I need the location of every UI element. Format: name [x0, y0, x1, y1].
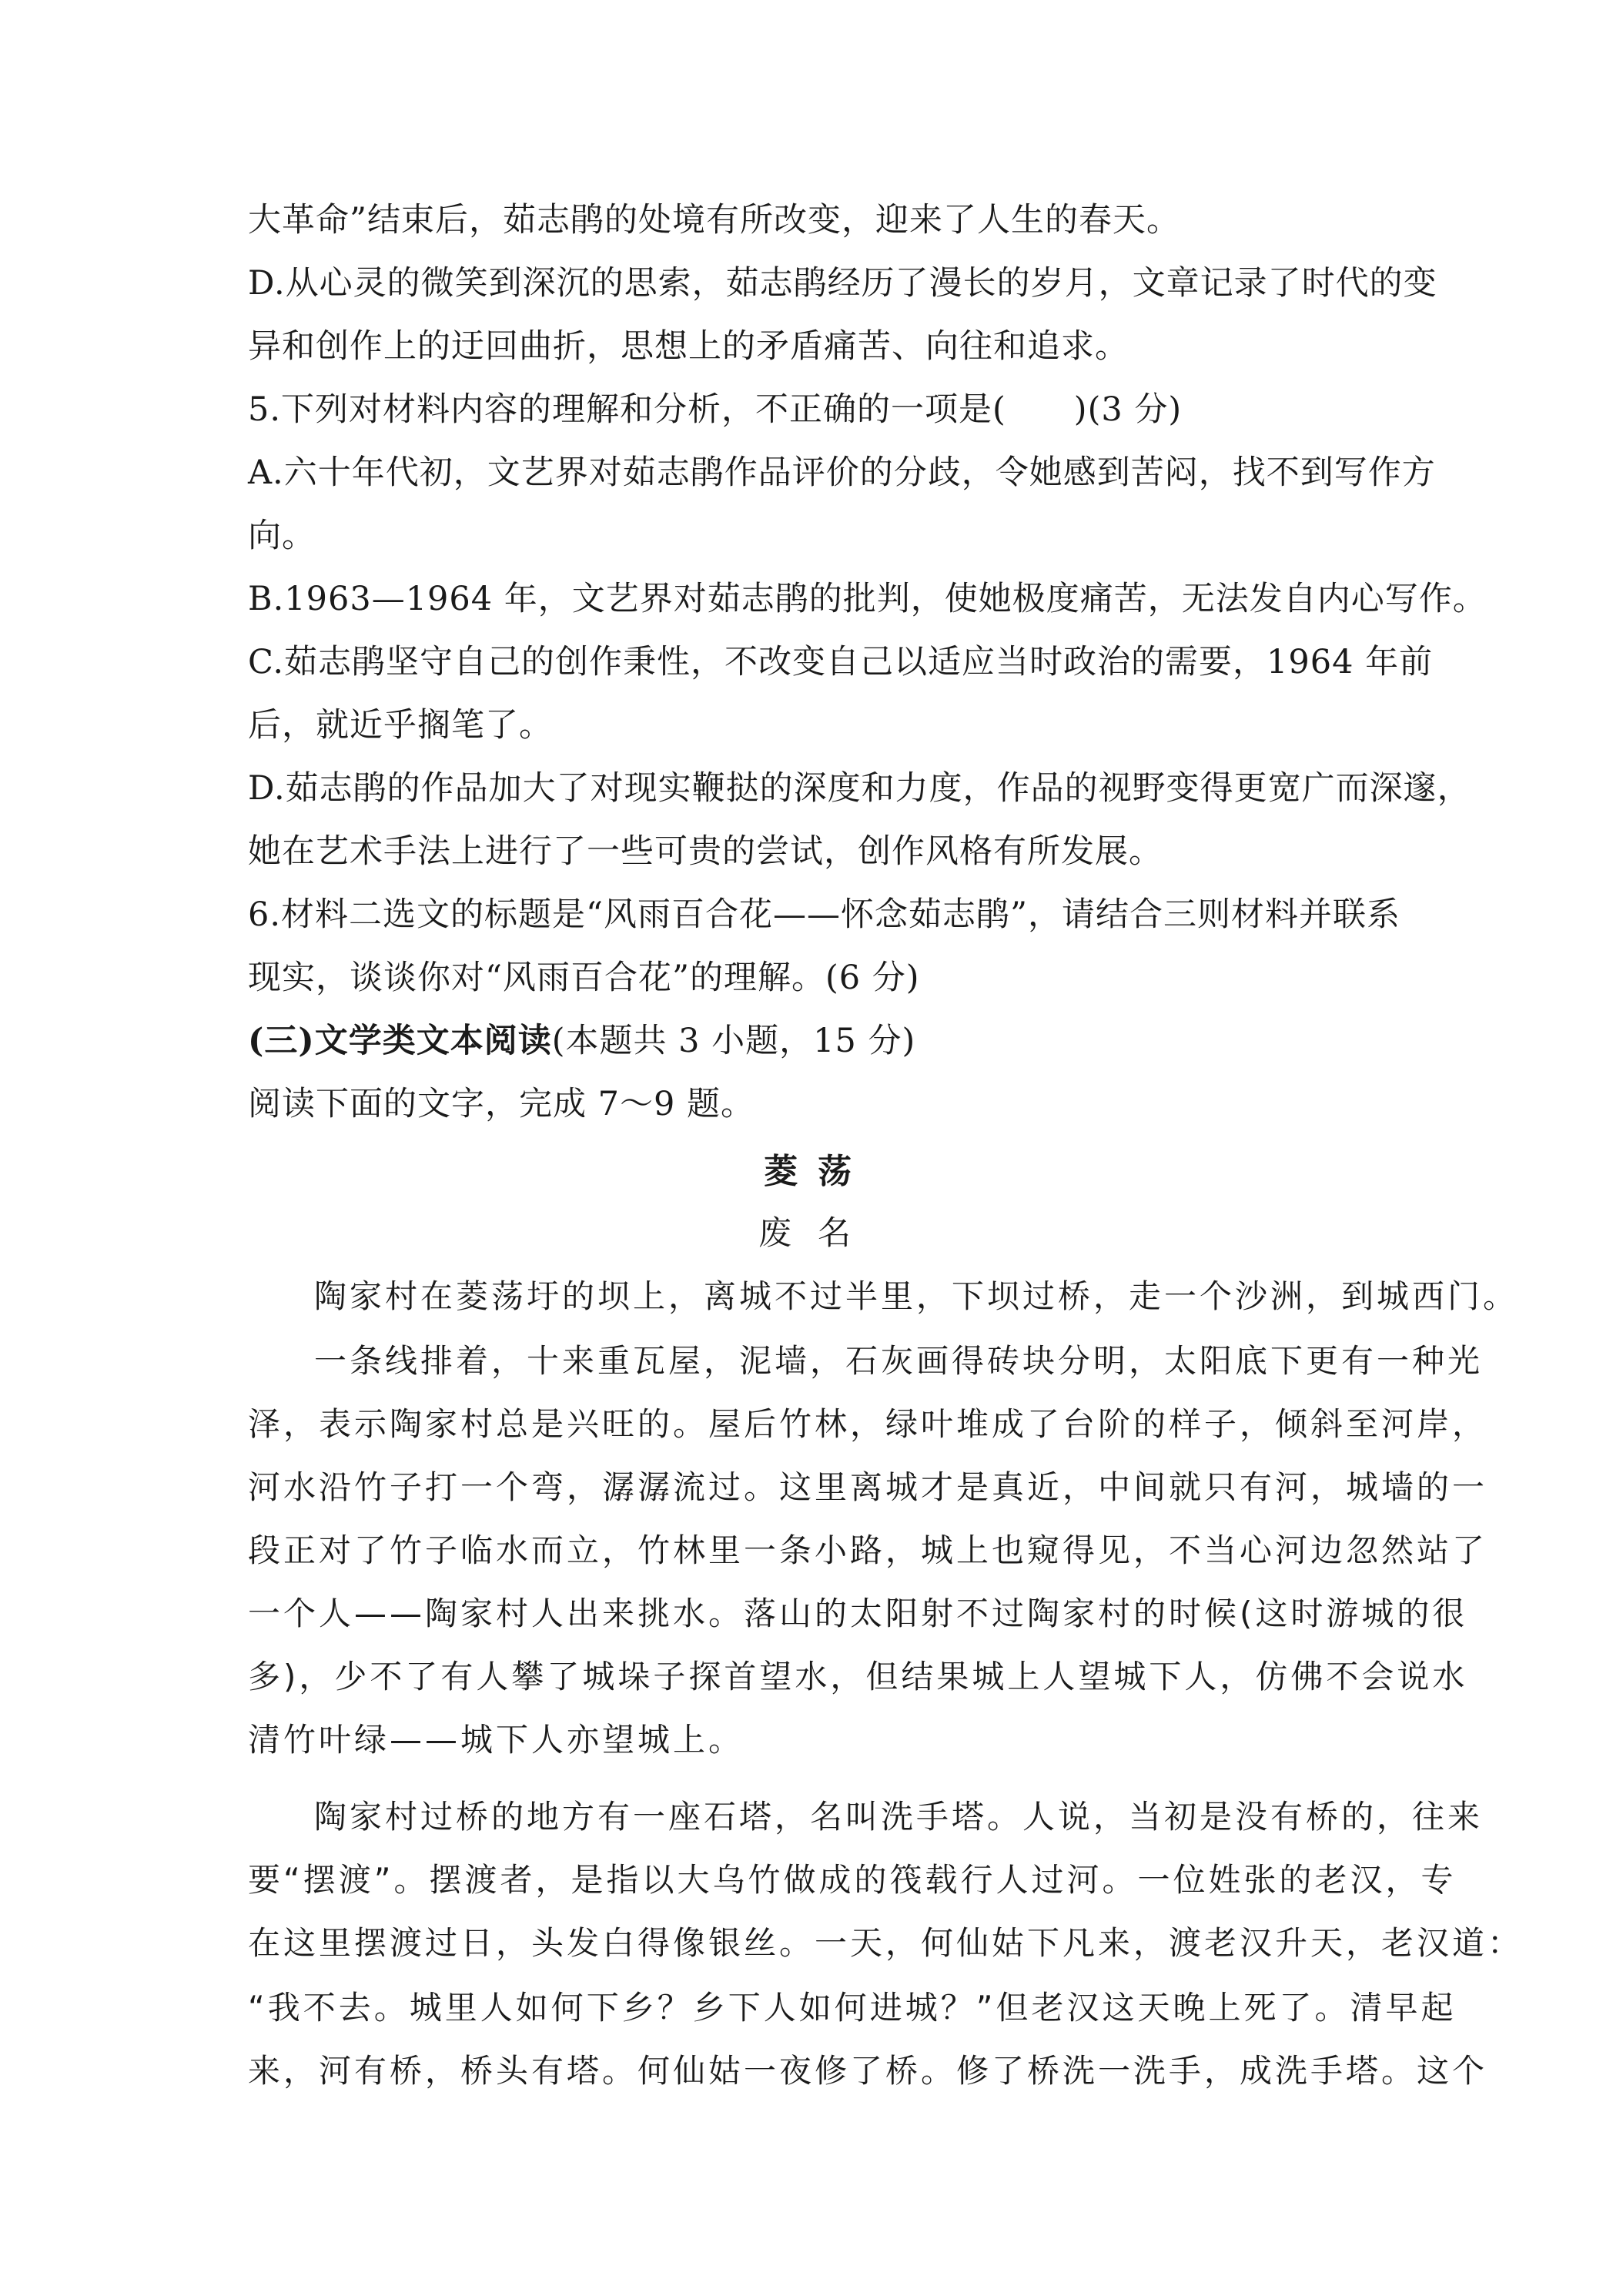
story-line: 段正对了竹子临水而立，竹林里一条小路，城上也窥得见，不当心河边忽然站了	[248, 1531, 1488, 1569]
q5-option-a-line-2: 向。	[248, 517, 316, 555]
q5-option-c-line-2: 后，就近乎搁笔了。	[248, 706, 553, 745]
story-title: 菱荡	[764, 1152, 872, 1191]
question-6-line-1: 6.材料二选文的标题是“风雨百合花——怀念茹志鹃”，请结合三则材料并联系	[248, 895, 1400, 934]
story-line: 清竹叶绿——城下人亦望城上。	[248, 1721, 745, 1759]
story-line: 陶家村过桥的地方有一座石塔，名叫洗手塔。人说，当初是没有桥的，往来	[314, 1798, 1484, 1836]
option-d-line-1: D.从心灵的微笑到深沉的思索，茹志鹃经历了漫长的岁月，文章记录了时代的变	[248, 264, 1437, 303]
story-line: 一个人——陶家村人出来挑水。落山的太阳射不过陶家村的时候(这时游城的很	[248, 1595, 1468, 1632]
story-line: 河水沿竹子打一个弯，潺潺流过。这里离城才是真近，中间就只有河，城墙的一	[248, 1468, 1488, 1506]
q5-option-c-line-1: C.茹志鹃坚守自己的创作秉性，不改变自己以适应当时政治的需要，1964 年前	[248, 643, 1434, 681]
q5-option-b: B.1963—1964 年，文艺界对茹志鹃的批判，使她极度痛苦，无法发自内心写作。	[248, 580, 1487, 618]
section-3-heading-rest: (本题共 3 小题，15 分)	[551, 1022, 916, 1060]
section-3-heading	[248, 1019, 1387, 1063]
q5-option-d-line-1: D.茹志鹃的作品加大了对现实鞭挞的深度和力度，作品的视野变得更宽广而深邃，	[248, 769, 1471, 808]
question-6-line-2: 现实，谈谈你对“风雨百合花”的理解。(6 分)	[248, 959, 920, 997]
story-line: 多)，少不了有人攀了城垛子探首望水，但结果城上人望城下人，仿佛不会说水	[248, 1658, 1468, 1695]
q5-option-d-line-2: 她在艺术手法上进行了一些可贵的尝试，创作风格有所发展。	[248, 832, 1163, 871]
story-line: 陶家村在菱荡圩的坝上，离城不过半里，下坝过桥，走一个沙洲，到城西门。	[314, 1277, 1519, 1315]
story-author: 废名	[758, 1214, 877, 1253]
passage-line: 大革命”结束后，茹志鹃的处境有所改变，迎来了人生的春天。	[248, 201, 1180, 239]
option-d-line-2: 异和创作上的迂回曲折，思想上的矛盾痛苦、向往和追求。	[248, 327, 1129, 366]
story-line: 要“摆渡”。摆渡者，是指以大乌竹做成的筏载行人过河。一位姓张的老汉，专	[248, 1861, 1457, 1899]
q5-option-a-line-1: A.六十年代初，文艺界对茹志鹃作品评价的分歧，令她感到苦闷，找不到写作方	[248, 454, 1436, 492]
story-line: 在这里摆渡过日，头发白得像银丝。一天，何仙姑下凡来，渡老汉升天，老汉道：	[248, 1924, 1524, 1962]
story-line: 一条线排着，十来重瓦屋，泥墙，石灰画得砖块分明，太阳底下更有一种光	[314, 1342, 1484, 1380]
story-line: “我不去。城里人如何下乡？乡下人如何进城？”但老汉这天晚上死了。清早起	[248, 1989, 1457, 2027]
story-line: 泽，表示陶家村总是兴旺的。屋后竹林，绿叶堆成了台阶的样子，倾斜至河岸，	[248, 1405, 1488, 1443]
question-5-stem: 5.下列对材料内容的理解和分析，不正确的一项是( )(3 分)	[248, 390, 1183, 429]
section-3-instruction: 阅读下面的文字，完成 7～9 题。	[248, 1085, 755, 1123]
section-3-heading-bold: (三)文学类文本阅读	[248, 1022, 552, 1060]
story-line: 来，河有桥，桥头有塔。何仙姑一夜修了桥。修了桥洗一洗手，成洗手塔。这个	[248, 2052, 1488, 2090]
